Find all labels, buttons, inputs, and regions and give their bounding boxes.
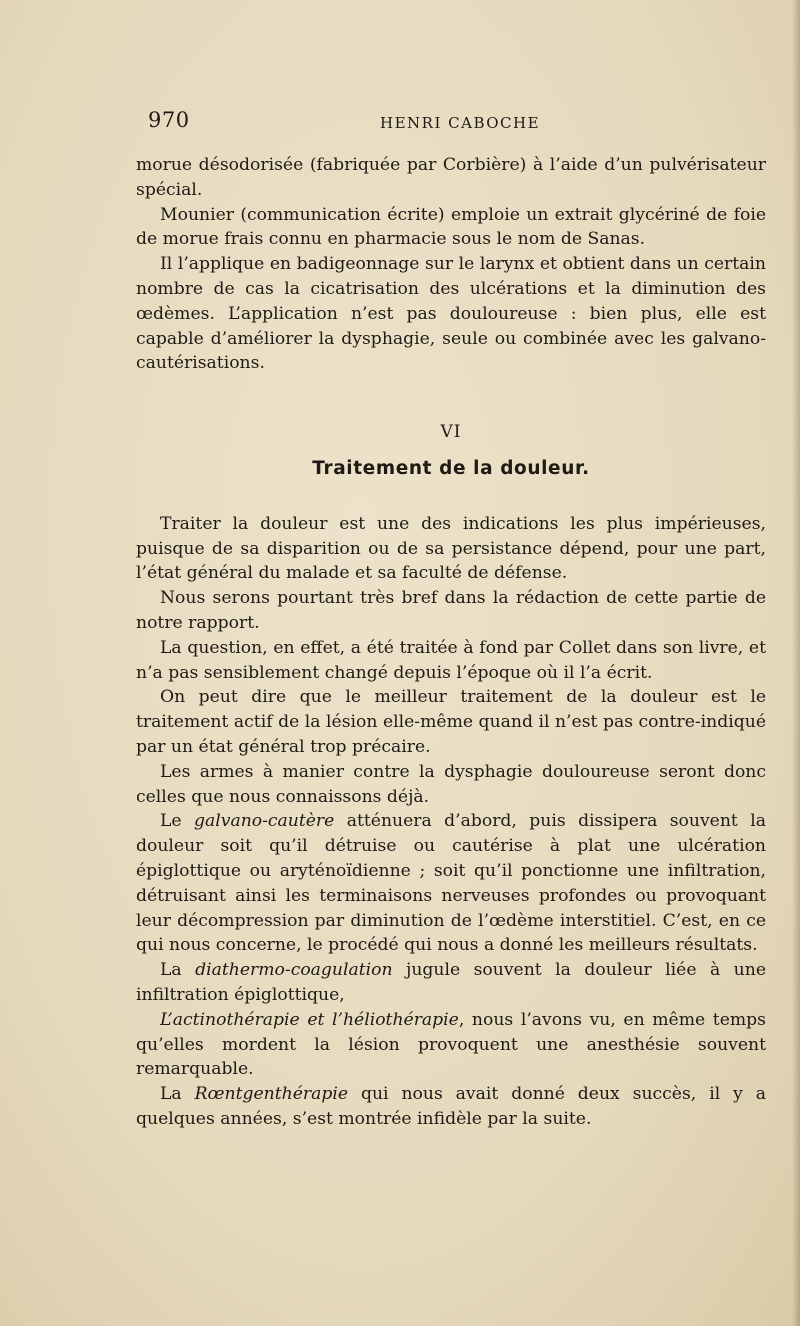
paragraph: Les armes à manier contre la dysphagie douloureuse seront donc celles que nous connaissons déjà. bbox=[136, 761, 766, 807]
italic-term: L’actinothérapie et l’héliothérapie bbox=[160, 1009, 459, 1030]
paragraph: Mounier (communication écrite) emploie un extrait glycériné de foie de morue frais connu en pharmacie sous le nom de Sanas. bbox=[136, 204, 766, 250]
paragraph: Nous serons pourtant très bref dans la rédaction de cette partie de notre rapport. bbox=[136, 588, 766, 633]
paragraph: On peut dire que le meilleur traitement de la douleur est le traitement actif de la lésion elle-même quand il n’est pas contre-indiqué par un état général trop précaire. bbox=[136, 687, 766, 757]
section-title: Traitement de la douleur. bbox=[312, 457, 590, 479]
paragraph: Traiter la douleur est une des indications les plus impérieuses, puisque de sa disparition ou de sa persistance dépend, pour une part, l’état général du malade et sa faculté de défense. bbox=[136, 513, 766, 584]
section-number: VI bbox=[440, 422, 462, 443]
page-body bbox=[136, 153, 766, 1132]
italic-term: galvano-cautère bbox=[193, 811, 335, 832]
text: atténuera d’abord, puis dissipera souvent la douleur soit qu’il détruise ou cautérise à plat une ulcération épiglottique ou aryténoïdienne ; soit qu’il ponctionne une infiltration, détruisant ainsi les terminaisons nerveuses profondes ou provoquant leur décompression par diminution de l’œdème interstitiel. C’est, en ce qui nous concerne, le procédé qui nous a donné les meilleurs résultats. bbox=[136, 811, 766, 956]
paragraph: Il l’applique en badigeonnage sur le larynx et obtient dans un certain nombre de cas la cicatrisation des ulcérations et la diminution des œdèmes. L’application n’est pas douloureuse : bien plus, elle est capable d’améliorer la dysphagie, seule ou combinée avec les galvano-cautérisations. bbox=[136, 254, 766, 374]
page-header bbox=[148, 108, 780, 138]
paragraph: La question, en effet, a été traitée à fond par Collet dans son livre, et n’a pas sensiblement changé depuis l’époque où il l’a écrit. bbox=[136, 637, 766, 683]
italic-term: Rœntgenthérapie bbox=[194, 1084, 349, 1105]
text: La bbox=[160, 1084, 195, 1105]
italic-term: diathermo-coagulation bbox=[195, 960, 393, 981]
text: La bbox=[160, 960, 196, 981]
paragraph-diathermo bbox=[136, 958, 766, 1008]
paragraph-roentgen bbox=[136, 1082, 766, 1132]
running-title: HENRI CABOCHE bbox=[380, 114, 541, 132]
page-number: 970 bbox=[148, 108, 190, 132]
paragraph-actino bbox=[136, 1008, 766, 1082]
paragraph-galvano bbox=[136, 809, 766, 958]
page-edge-shadow bbox=[792, 0, 800, 1326]
text: jugule souvent la douleur liée à une infiltration épiglottique, bbox=[136, 960, 766, 1005]
paragraph: morue désodorisée (fabriquée par Corbière) à l’aide d’un pulvérisateur spécial. bbox=[136, 155, 766, 200]
text: , nous l’avons vu, en même temps qu’elles mordent la lésion provoquent une anesthésie souvent remarquable. bbox=[136, 1009, 767, 1080]
text: qui nous avait donné deux succès, il y a quelques années, s’est montrée infidèle par la suite. bbox=[136, 1084, 766, 1129]
text: Le bbox=[160, 811, 194, 832]
